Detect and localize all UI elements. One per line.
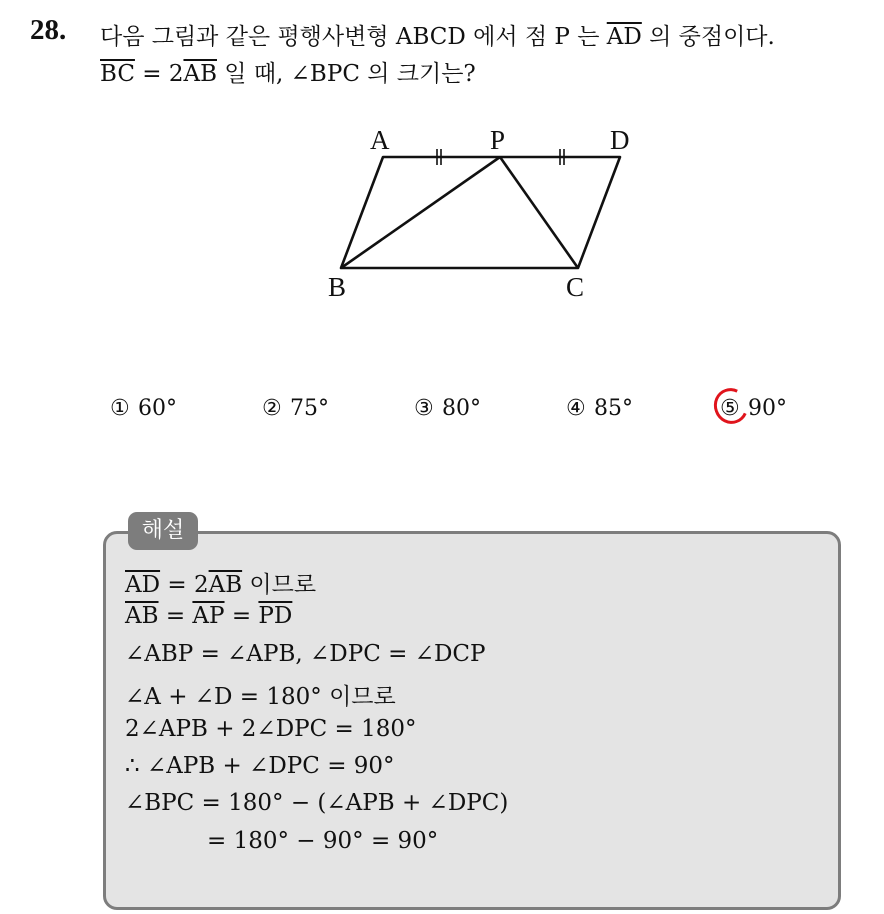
solution-line-8: = 180° − 90° = 90°	[207, 827, 439, 854]
parallelogram-abcd	[341, 157, 620, 268]
question-line-1: 다음 그림과 같은 평행사변형 ABCD 에서 점 P 는 $\overline{AD}$ 의 중점이다.	[100, 24, 775, 50]
solution-line-3: ∠ABP = ∠APB, ∠DPC = ∠DCP	[125, 640, 486, 667]
answer-circle-mark	[709, 383, 753, 428]
label-d: D	[610, 125, 630, 155]
segment-ad: $\overline{AD}$	[606, 24, 642, 50]
label-c: C	[566, 272, 585, 302]
question-line-2: $\overline{BC} = 2\overline{AB}$ 일 때, ∠BPC 의 크기는?	[100, 61, 476, 87]
solution-line-7: ∠BPC = 180° − (∠APB + ∠DPC)	[125, 790, 509, 817]
solution-line-1: $\overline{AD} = 2\overline{AB}$ 이므로	[125, 572, 317, 598]
solution-content	[125, 566, 508, 865]
label-p: P	[490, 125, 506, 155]
solution-line-4: ∠A + ∠D = 180° 이므로	[125, 684, 396, 711]
choice-5[interactable]: ⑤ 90°	[720, 396, 787, 421]
parallelogram-figure	[320, 120, 640, 310]
label-b: B	[328, 272, 347, 302]
segment-ab: $\overline{AB}$	[183, 61, 217, 87]
segment-bc: $\overline{BC}$	[100, 61, 135, 87]
choice-3[interactable]: ③ 80°	[414, 396, 481, 421]
answer-choices	[110, 396, 830, 430]
choice-1[interactable]: ① 60°	[110, 396, 177, 421]
solution-line-5: 2∠APB + 2∠DPC = 180°	[125, 715, 417, 742]
solution-tag: 해설	[128, 512, 198, 550]
solution-line-2: $\overline{AB} = \overline{AP} = \overline{PD}$	[125, 603, 293, 630]
segment-pc	[500, 157, 578, 268]
label-a: A	[370, 125, 390, 155]
solution-line-6: ∴ ∠APB + ∠DPC = 90°	[125, 752, 395, 779]
choice-2[interactable]: ② 75°	[262, 396, 329, 421]
question-number: 28.	[30, 14, 67, 46]
choice-4[interactable]: ④ 85°	[566, 396, 633, 421]
segment-pb	[341, 157, 500, 268]
